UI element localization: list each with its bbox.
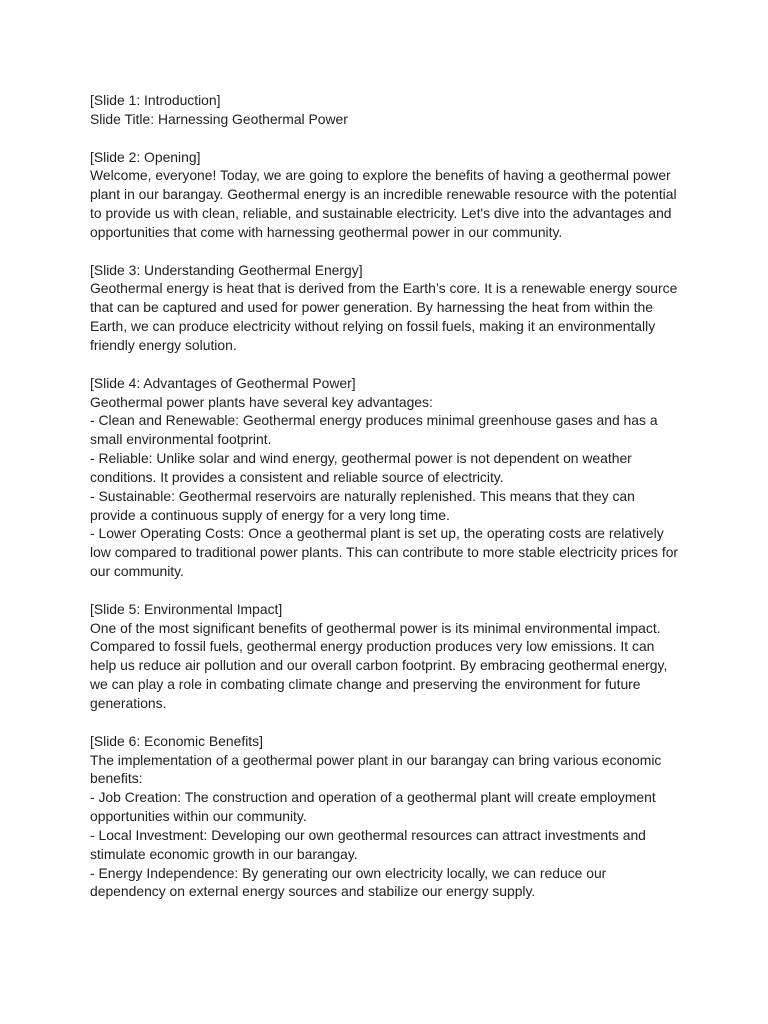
slide-heading: [Slide 1: Introduction] — [90, 92, 221, 108]
list-item-line: opportunities within our community. — [90, 808, 307, 825]
body-line: help us reduce air pollution and our overall carbon footprint. By embracing geothermal energy, — [90, 657, 668, 674]
body-line: opportunities that come with harnessing geothermal power in our community. — [90, 223, 563, 240]
list-item-line: small environmental footprint. — [90, 431, 272, 448]
slide-heading: [Slide 6: Economic Benefits] — [90, 732, 263, 749]
body-line: generations. — [90, 695, 167, 711]
slide-1-section — [90, 91, 682, 129]
list-item-line: stimulate economic growth in our barangay. — [90, 845, 358, 862]
body-line: Compared to fossil fuels, geothermal energy production produces very low emissions. It can — [90, 638, 655, 655]
body-line: The implementation of a geothermal power plant in our barangay can bring various economic — [90, 751, 662, 768]
slide-heading: [Slide 2: Opening] — [90, 148, 201, 165]
list-item-line: dependency on external energy sources and stabilize our energy supply. — [90, 883, 536, 900]
list-item-line: provide a continuous supply of energy for a very long time. — [90, 506, 450, 523]
body-line: that can be captured and used for power generation. By harnessing the heat from within the — [90, 299, 653, 316]
list-item-line: - Job Creation: The construction and operation of a geothermal plant will create employment — [90, 789, 656, 806]
body-line: Geothermal energy is heat that is derived from the Earth’s core. It is a renewable energy source — [90, 280, 678, 297]
slide-heading: [Slide 3: Understanding Geothermal Energy] — [90, 261, 363, 278]
body-line: Earth, we can produce electricity without relying on fossil fuels, making it an environmentally — [90, 318, 656, 335]
slide-2-section — [90, 148, 682, 242]
document-page — [90, 91, 682, 920]
slide-title-line: Slide Title: Harnessing Geothermal Power — [90, 110, 348, 127]
list-item-line: - Energy Independence: By generating our own electricity locally, we can reduce our — [90, 864, 607, 881]
list-item-line: - Sustainable: Geothermal reservoirs are naturally replenished. This means that they can — [90, 487, 635, 504]
body-line: friendly energy solution. — [90, 336, 237, 353]
body-line: One of the most significant benefits of geothermal power is its minimal environmental impact. — [90, 619, 661, 636]
list-item-line: low compared to traditional power plants. This can contribute to more stable electricity prices for — [90, 544, 679, 561]
list-item-line: - Lower Operating Costs: Once a geothermal plant is set up, the operating costs are relatively — [90, 525, 664, 542]
body-line: Welcome, everyone! Today, we are going to explore the benefits of having a geothermal power — [90, 167, 671, 184]
body-line: to provide us with clean, reliable, and sustainable electricity. Let's dive into the advantages and — [90, 205, 672, 222]
body-line: benefits: — [90, 770, 143, 787]
body-line: plant in our barangay. Geothermal energy is an incredible renewable resource with the potential — [90, 186, 677, 203]
list-item-line: - Local Investment: Developing our own geothermal resources can attract investments and — [90, 826, 646, 843]
slide-4-section — [90, 374, 682, 581]
body-line: Geothermal power plants have several key advantages: — [90, 393, 433, 410]
slide-heading: [Slide 4: Advantages of Geothermal Power] — [90, 374, 356, 391]
slide-3-section — [90, 261, 682, 355]
slide-6-section — [90, 732, 682, 902]
body-line: we can play a role in combating climate change and preserving the environment for future — [90, 676, 641, 693]
slide-heading: [Slide 5: Environmental Impact] — [90, 600, 283, 617]
list-item-line: our community. — [90, 563, 184, 580]
list-item-line: - Clean and Renewable: Geothermal energy produces minimal greenhouse gases and has a — [90, 412, 658, 429]
slide-5-section — [90, 600, 682, 713]
list-item-line: conditions. It provides a consistent and reliable source of electricity. — [90, 468, 504, 485]
list-item-line: - Reliable: Unlike solar and wind energy, geothermal power is not dependent on weather — [90, 450, 632, 467]
